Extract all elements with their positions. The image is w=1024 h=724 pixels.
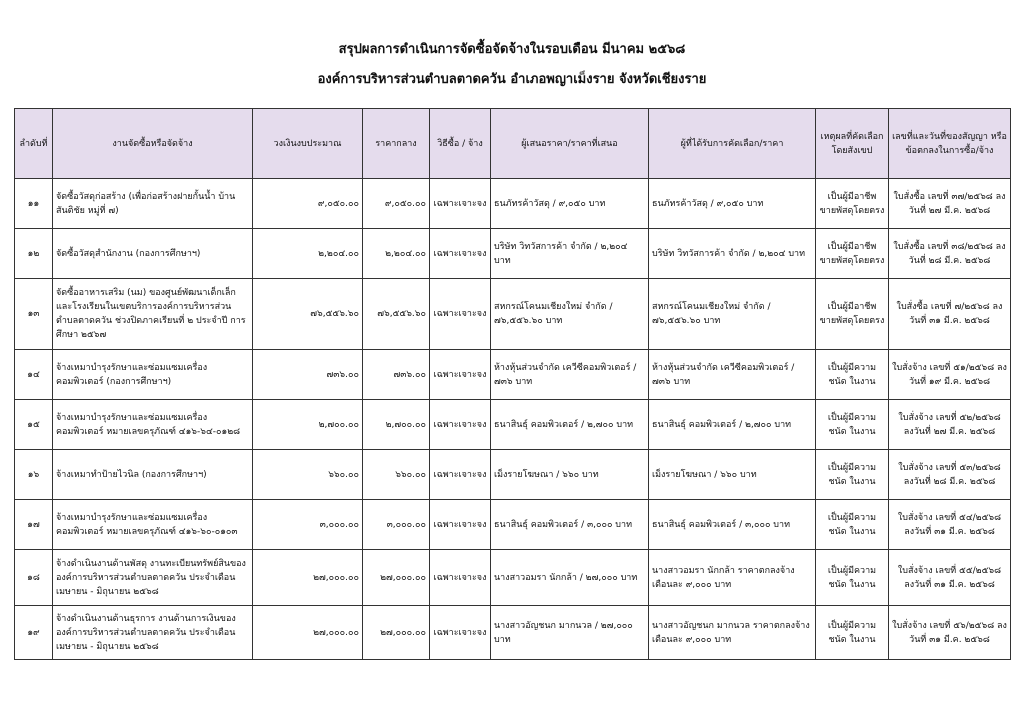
row-method: เฉพาะเจาะจง [430,606,491,660]
header-row [15,109,1011,179]
row-reason: เป็นผู้มีความชนัด ในงาน [816,606,889,660]
row-work: จ้างเหมาบำรุงรักษาและซ่อมแซมเครื่อง คอมพิวเตอร์ หมายเลขครุภัณฑ์ ๔๑๖-๖๔-๐๑๒๘ [53,400,253,450]
row-no: ๑๒ [15,229,53,279]
row-bidders: สหกรณ์โคนมเชียงใหม่ จำกัด / ๗๖,๕๕๖.๖๐ บาท [491,279,649,350]
row-no: ๑๙ [15,606,53,660]
row-reason: เป็นผู้มีความชนัด ในงาน [816,400,889,450]
header-reason: เหตุผลที่คัดเลือก โดยสังเขป [816,109,889,179]
row-method: เฉพาะเจาะจง [430,400,491,450]
row-reason: เป็นผู้มีความชนัด ในงาน [816,550,889,606]
row-no: ๑๖ [15,450,53,500]
header-bidders: ผู้เสนอราคา/ราคาที่เสนอ [491,109,649,179]
row-budget: ๗๓๖.๐๐ [253,350,363,400]
table-row [15,400,1011,450]
row-method: เฉพาะเจาะจง [430,500,491,550]
row-work: จ้างดำเนินงานด้านพัสดุ งานทะเบียนทรัพย์สินของ องค์การบริหารส่วนตำบลตาดควัน ประจำเดือน เมษายน - มิถุนายน ๒๕๖๘ [53,550,253,606]
header-contract: เลขที่และวันที่ของสัญญา หรือข้อตกลงในการซื้อ/จ้าง [889,109,1011,179]
table-row [15,500,1011,550]
row-median-price: ๗๖,๕๕๖.๖๐ [363,279,430,350]
header-work: งานจัดซื้อหรือจัดจ้าง [53,109,253,179]
table-row [15,450,1011,500]
row-reason: เป็นผู้มีอาชีพ ขายพัสดุโดยตรง [816,229,889,279]
row-method: เฉพาะเจาะจง [430,550,491,606]
row-bidders: นางสาวอัญชนก มากนวล / ๒๗,๐๐๐ บาท [491,606,649,660]
row-contract: ใบสั่งซื้อ เลขที่ ๗/๒๕๖๘ ลงวันที่ ๓๑ มี.ค. ๒๕๖๘ [889,279,1011,350]
row-median-price: ๗๓๖.๐๐ [363,350,430,400]
row-bidders: ธนภัทรค้าวัสดุ / ๙,๐๕๐ บาท [491,179,649,229]
row-contract: ใบสั่งจ้าง เลขที่ ๕๒/๒๕๖๘ ลงวันที่ ๒๗ มี.ค. ๒๕๖๘ [889,400,1011,450]
row-budget: ๙,๐๕๐.๐๐ [253,179,363,229]
row-budget: ๗๖,๕๕๖.๖๐ [253,279,363,350]
row-selected: สหกรณ์โคนมเชียงใหม่ จำกัด / ๗๖,๕๕๖.๖๐ บาท [649,279,816,350]
row-selected: ธนาสินธุ์ คอมพิวเตอร์ / ๓,๐๐๐ บาท [649,500,816,550]
row-contract: ใบสั่งจ้าง เลขที่ ๕๖/๒๕๖๘ ลงวันที่ ๓๑ มี.ค. ๒๕๖๘ [889,606,1011,660]
row-no: ๑๗ [15,500,53,550]
row-reason: เป็นผู้มีอาชีพ ขายพัสดุโดยตรง [816,179,889,229]
row-budget: ๒๗,๐๐๐.๐๐ [253,550,363,606]
header-budget: วงเงินงบประมาณ [253,109,363,179]
row-bidders: บริษัท วิทวัสการค้า จำกัด / ๒,๒๐๔ บาท [491,229,649,279]
header-selected: ผู้ที่ได้รับการคัดเลือก/ราคา [649,109,816,179]
row-reason: เป็นผู้มีอาชีพ ขายพัสดุโดยตรง [816,279,889,350]
row-method: เฉพาะเจาะจง [430,350,491,400]
row-reason: เป็นผู้มีความชนัด ในงาน [816,350,889,400]
row-budget: ๒,๒๐๔.๐๐ [253,229,363,279]
row-median-price: ๒๗,๐๐๐.๐๐ [363,550,430,606]
row-work: จ้างเหมาบำรุงรักษาและซ่อมแซมเครื่อง คอมพิวเตอร์ หมายเลขครุภัณฑ์ ๔๑๖-๖๐-๐๑๐๓ [53,500,253,550]
row-method: เฉพาะเจาะจง [430,229,491,279]
row-budget: ๒๗,๐๐๐.๐๐ [253,606,363,660]
row-bidders: ธนาสินธุ์ คอมพิวเตอร์ / ๓,๐๐๐ บาท [491,500,649,550]
table-row [15,229,1011,279]
row-budget: ๖๖๐.๐๐ [253,450,363,500]
row-contract: ใบสั่งจ้าง เลขที่ ๕๑/๒๕๖๘ ลงวันที่ ๑๙ มี.ค. ๒๕๖๘ [889,350,1011,400]
row-selected: นางสาวอัญชนก มากนวล ราคาตกลงจ้าง เดือนละ ๙,๐๐๐ บาท [649,606,816,660]
row-no: ๑๘ [15,550,53,606]
document-title: สรุปผลการดำเนินการจัดซื้อจัดจ้างในรอบเดือน มีนาคม ๒๕๖๘ [338,42,686,57]
row-budget: ๒,๗๐๐.๐๐ [253,400,363,450]
row-work: จัดซื้ออาหารเสริม (นม) ของศูนย์พัฒนาเด็กเล็ก และโรงเรียนในเขตบริการองค์การบริหารส่วน ตำบลตาดควัน ช่วงปิดภาคเรียนที่ ๒ ประจำปี การศึกษา ๒๕๖๗ [53,279,253,350]
row-work: จ้างเหมาทำป้ายไวนิล (กองการศึกษาฯ) [53,450,253,500]
row-contract: ใบสั่งจ้าง เลขที่ ๕๔/๒๕๖๘ ลงวันที่ ๓๑ มี.ค. ๒๕๖๘ [889,500,1011,550]
table-row [15,350,1011,400]
row-no: ๑๔ [15,350,53,400]
row-median-price: ๒,๗๐๐.๐๐ [363,400,430,450]
row-median-price: ๖๖๐.๐๐ [363,450,430,500]
row-budget: ๓,๐๐๐.๐๐ [253,500,363,550]
row-bidders: นางสาวอมรา นักกล้า / ๒๗,๐๐๐ บาท [491,550,649,606]
procurement-table [14,108,1011,660]
row-contract: ใบสั่งซื้อ เลขที่ ๓๘/๒๕๖๘ ลงวันที่ ๒๘ มี.ค. ๒๕๖๘ [889,229,1011,279]
row-selected: นางสาวอมรา นักกล้า ราคาตกลงจ้าง เดือนละ ๙,๐๐๐ บาท [649,550,816,606]
row-median-price: ๙,๐๕๐.๐๐ [363,179,430,229]
row-work: จัดซื้อวัสดุสำนักงาน (กองการศึกษาฯ) [53,229,253,279]
row-bidders: ธนาสินธุ์ คอมพิวเตอร์ / ๒,๗๐๐ บาท [491,400,649,450]
row-contract: ใบสั่งจ้าง เลขที่ ๕๕/๒๕๖๘ ลงวันที่ ๓๑ มี.ค. ๒๕๖๘ [889,550,1011,606]
table-row [15,179,1011,229]
header-method: วิธีซื้อ / จ้าง [430,109,491,179]
row-reason: เป็นผู้มีความชนัด ในงาน [816,450,889,500]
row-method: เฉพาะเจาะจง [430,450,491,500]
row-no: ๑๓ [15,279,53,350]
row-bidders: ห้างหุ้นส่วนจำกัด เควีซีคอมพิวเตอร์ / ๗๓๖ บาท [491,350,649,400]
document-subtitle: องค์การบริหารส่วนตำบลตาดควัน อำเภอพญาเม็งราย จังหวัดเชียงราย [317,72,707,87]
row-contract: ใบสั่งจ้าง เลขที่ ๕๓/๒๕๖๘ ลงวันที่ ๒๘ มี.ค. ๒๕๖๘ [889,450,1011,500]
row-work: จ้างดำเนินงานด้านธุรการ งานด้านการเงินของ องค์การบริหารส่วนตำบลตาดควัน ประจำเดือน เมษายน - มิถุนายน ๒๕๖๘ [53,606,253,660]
row-contract: ใบสั่งซื้อ เลขที่ ๓๗/๒๕๖๘ ลงวันที่ ๒๗ มี.ค. ๒๕๖๘ [889,179,1011,229]
row-selected: บริษัท วิทวัสการค้า จำกัด / ๒,๒๐๔ บาท [649,229,816,279]
row-method: เฉพาะเจาะจง [430,279,491,350]
row-median-price: ๓,๐๐๐.๐๐ [363,500,430,550]
row-bidders: เม็งรายโฆษณา / ๖๖๐ บาท [491,450,649,500]
row-selected: ธนาสินธุ์ คอมพิวเตอร์ / ๒,๗๐๐ บาท [649,400,816,450]
header-no: ลำดับที่ [15,109,53,179]
row-selected: ห้างหุ้นส่วนจำกัด เควีซีคอมพิวเตอร์ / ๗๓๖ บาท [649,350,816,400]
row-median-price: ๒,๒๐๔.๐๐ [363,229,430,279]
row-selected: ธนภัทรค้าวัสดุ / ๙,๐๕๐ บาท [649,179,816,229]
table-row [15,606,1011,660]
row-no: ๑๕ [15,400,53,450]
document-header [0,40,1024,90]
header-median-price: ราคากลาง [363,109,430,179]
table-row [15,550,1011,606]
row-reason: เป็นผู้มีความชนัด ในงาน [816,500,889,550]
row-no: ๑๑ [15,179,53,229]
row-method: เฉพาะเจาะจง [430,179,491,229]
table-row [15,279,1011,350]
row-work: จ้างเหมาบำรุงรักษาและซ่อมแซมเครื่อง คอมพิวเตอร์ (กองการศึกษาฯ) [53,350,253,400]
row-work: จัดซื้อวัสดุก่อสร้าง (เพื่อก่อสร้างฝายกั้นน้ำ บ้านสันติชัย หมู่ที่ ๗) [53,179,253,229]
row-median-price: ๒๗,๐๐๐.๐๐ [363,606,430,660]
row-selected: เม็งรายโฆษณา / ๖๖๐ บาท [649,450,816,500]
